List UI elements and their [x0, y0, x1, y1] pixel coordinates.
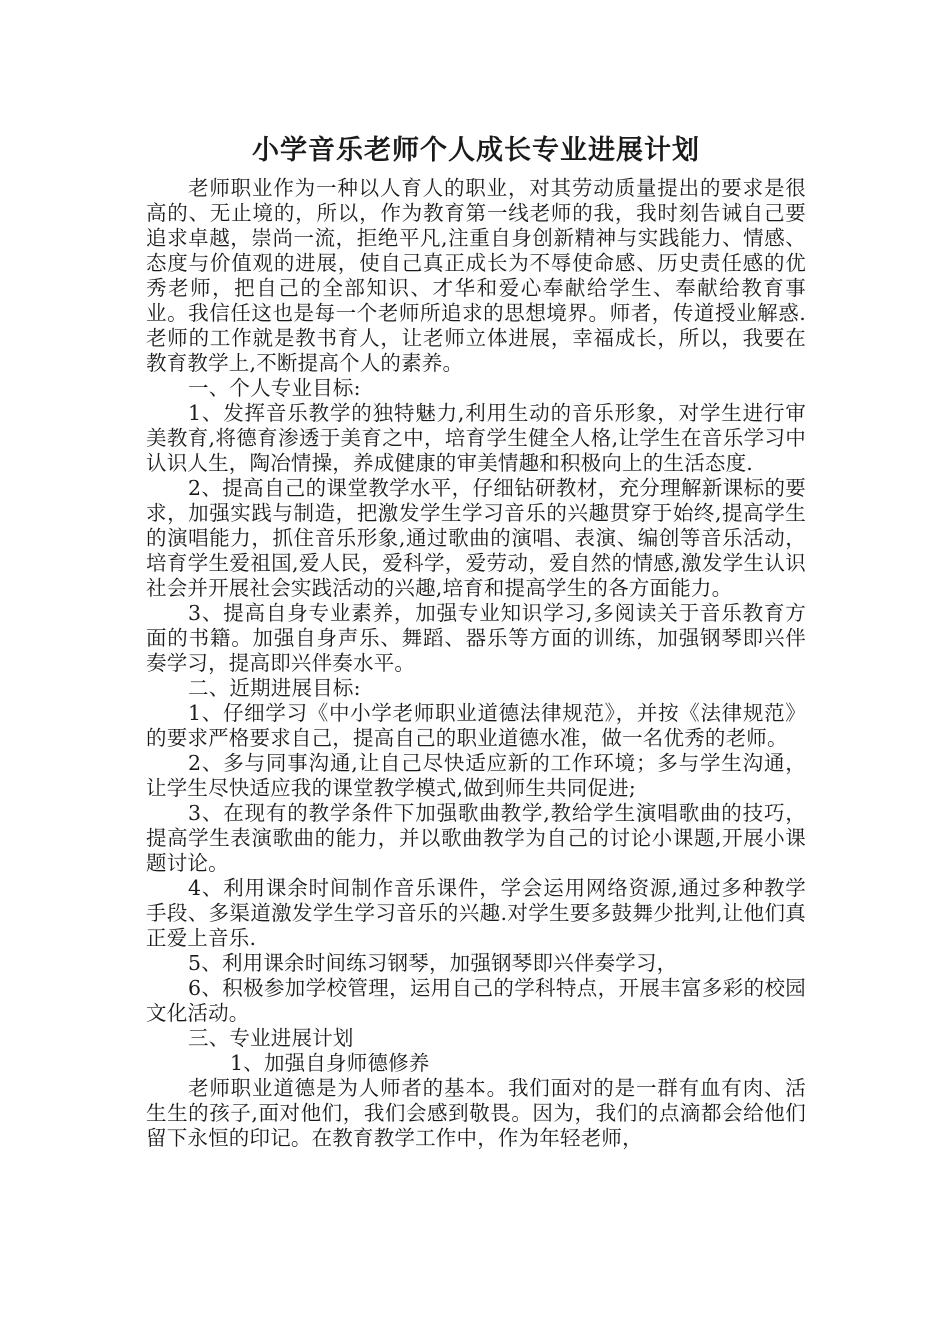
list-item: 6、积极参加学校管理，运用自己的学科特点，开展丰富多彩的校园文化活动。 — [146, 976, 806, 1025]
list-item: 1、发挥音乐教学的独特魅力,利用生动的音乐形象，对学生进行审美教育,将德育渗透于美育之中，培育学生健全人格,让学生在音乐学习中认识人生，陶冶情操，养成健康的审美情趣和积极向上的生活态度. — [146, 401, 806, 475]
list-item: 3、提高自身专业素养，加强专业知识学习,多阅读关于音乐教育方面的书籍。加强自身声乐、舞蹈、器乐等方面的训练，加强钢琴即兴伴奏学习，提高即兴伴奏水平。 — [146, 601, 806, 675]
section-heading-1: 一、个人专业目标: — [188, 376, 361, 400]
list-item: 2、提高自己的课堂教学水平，仔细钻研教材，充分理解新课标的要求，加强实践与制造，把激发学生学习音乐的兴趣贯穿于始终,提高学生的演唱能力，抓住音乐形象,通过歌曲的演唱、表演、编创等音乐活动，培育学生爱祖国,爱人民，爱科学，爱劳动，爱自然的情感,激发学生认识社会并开展社会实践活动的兴趣,培育和提高学生的各方面能力。 — [146, 476, 806, 600]
list-item: 2、多与同事沟通,让自己尽快适应新的工作环境；多与学生沟通，让学生尽快适应我的课堂教学模式,做到师生共同促进; — [146, 751, 806, 800]
paragraph-body: 老师职业道德是为人师者的基本。我们面对的是一群有血有肉、活生生的孩子,面对他们，我们会感到敬畏。因为，我们的点滴都会给他们留下永恒的印记。在教育教学工作中，作为年轻老师， — [146, 1076, 806, 1150]
list-item: 1、仔细学习《中小学老师职业道德法律规范》，并按《法律规范》的要求严格要求自己，提高自己的职业道德水准，做一名优秀的老师。 — [146, 701, 806, 750]
document-body — [146, 176, 806, 1151]
list-item: 4、利用课余时间制作音乐课件，学会运用网络资源,通过多种教学手段、多渠道激发学生学习音乐的兴趣.对学生要多鼓舞少批判,让他们真正爱上音乐. — [146, 876, 806, 950]
list-item: 3、在现有的教学条件下加强歌曲教学,教给学生演唱歌曲的技巧，提高学生表演歌曲的能力，并以歌曲教学为自己的讨论小课题,开展小课题讨论。 — [146, 801, 806, 875]
subsection-heading: 1、加强自身师德修养 — [230, 1051, 430, 1075]
paragraph-intro: 老师职业作为一种以人育人的职业，对其劳动质量提出的要求是很高的、无止境的，所以，作为教育第一线老师的我，我时刻告诫自己要追求卓越，崇尚一流，拒绝平凡,注重自身创新精神与实践能力、情感、态度与价值观的进展，使自己真正成长为不辱使命感、历史责任感的优秀老师，把自己的全部知识、才华和爱心奉献给学生、奉献给教育事业。我信任这也是每一个老师所追求的思想境界。师者，传道授业解惑.老师的工作就是教书育人，让老师立体进展，幸福成长，所以，我要在教育教学上,不断提高个人的素养。 — [146, 176, 806, 375]
section-heading-3: 三、专业进展计划 — [188, 1026, 354, 1050]
document-page — [146, 128, 806, 1151]
document-title: 小学音乐老师个人成长专业进展计划 — [252, 135, 700, 166]
list-item: 5、利用课余时间练习钢琴，加强钢琴即兴伴奏学习， — [188, 951, 678, 975]
section-heading-2: 二、近期进展目标: — [188, 676, 361, 700]
